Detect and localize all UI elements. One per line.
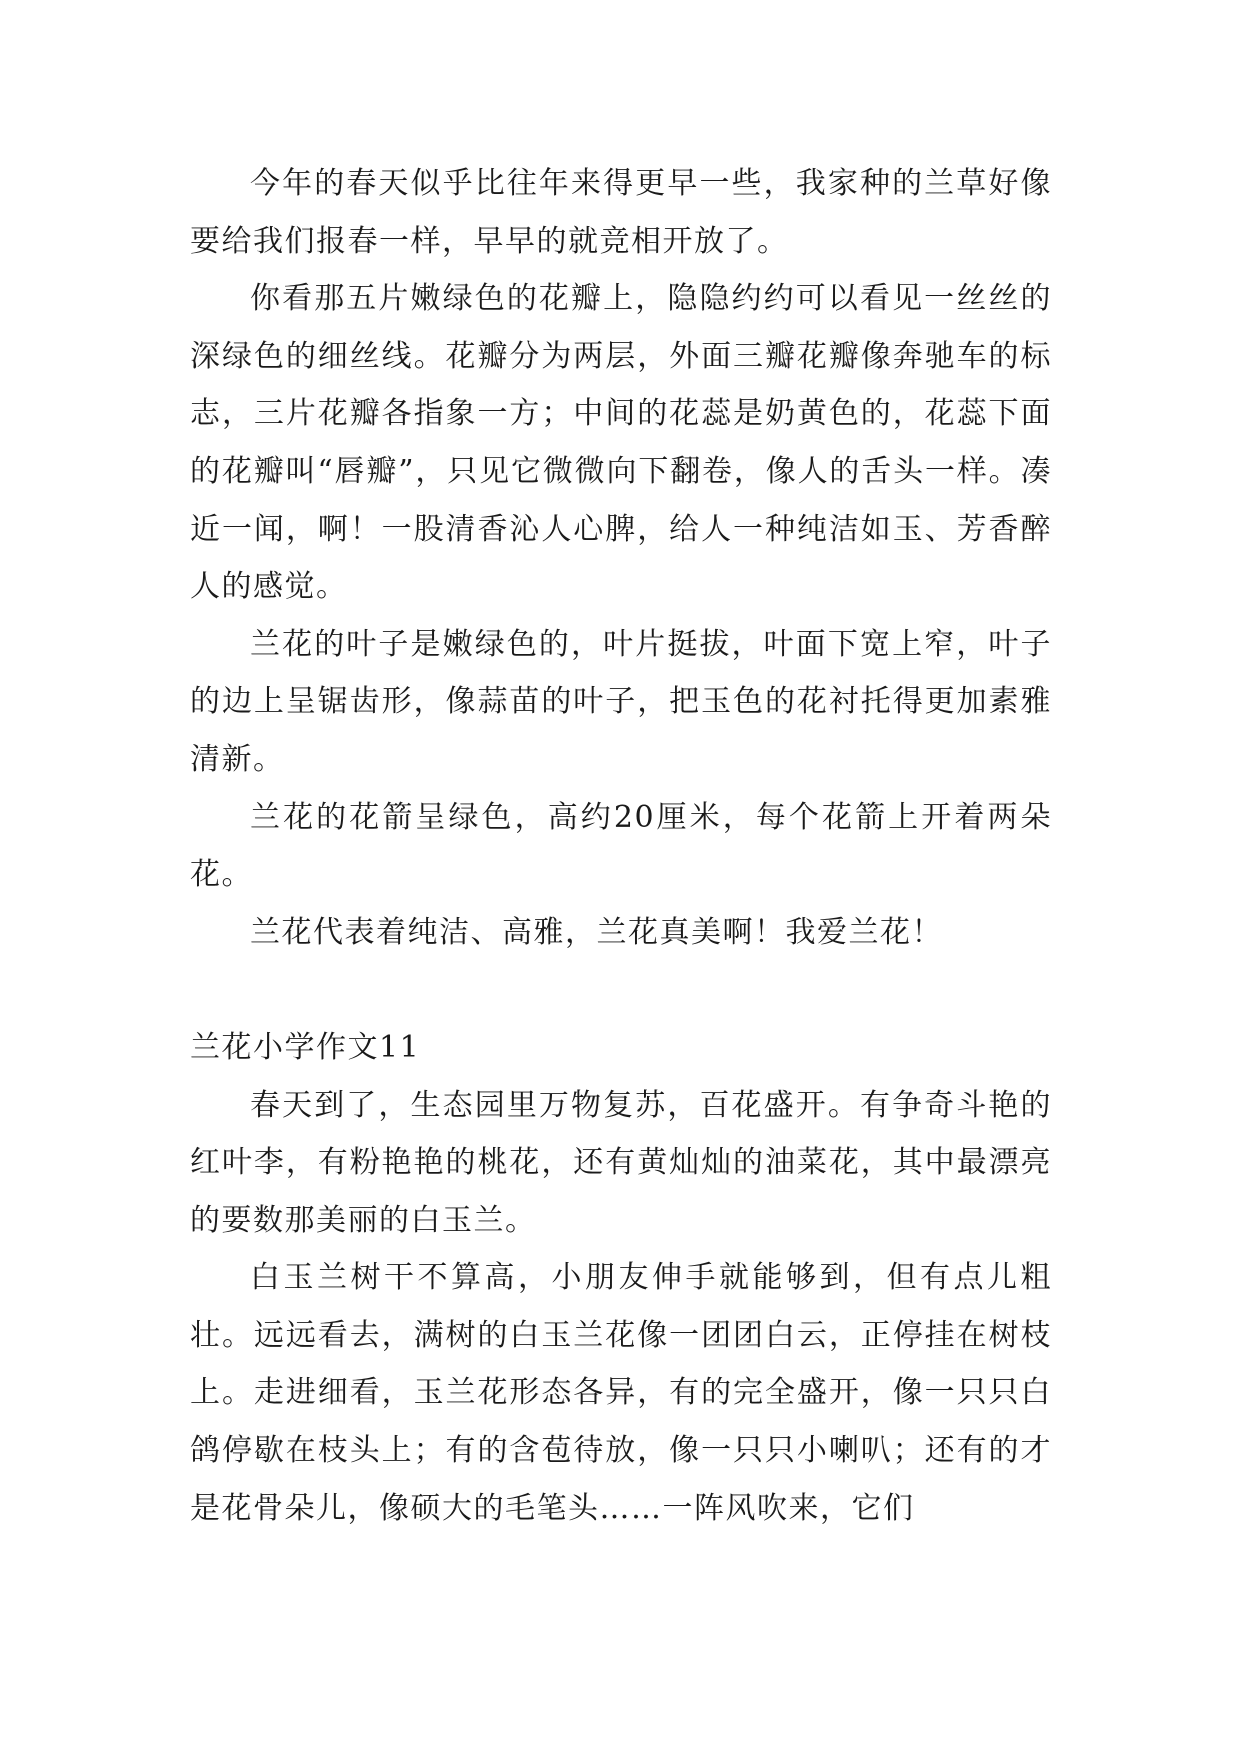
paragraph-conclusion: 兰花代表着纯洁、高雅，兰花真美啊！我爱兰花！ [250, 914, 943, 950]
paragraph-spring-orchid: 今年的春天似乎比往年来得更早一些，我家种的兰草好像要给我们报春一样，早早的就竞相开放了。 [190, 166, 1052, 259]
paragraph-petals: 你看那五片嫩绿色的花瓣上，隐隐约约可以看见一丝丝的深绿色的细丝线。花瓣分为两层，外面三瓣花瓣像奔驰车的标志，三片花瓣各指象一方；中间的花蕊是奶黄色的，花蕊下面的花瓣叫“唇瓣”，只见它微微向下翻卷，像人的舌头一样。凑近一闻，啊！一股清香沁人心脾，给人一种纯洁如玉、芳香醉人的感觉。 [190, 281, 1052, 605]
document-page [190, 155, 1052, 1537]
paragraph-leaves: 兰花的叶子是嫩绿色的，叶片挺拔，叶面下宽上窄，叶子的边上呈锯齿形，像蒜苗的叶子，把玉色的花衬托得更加素雅清新。 [190, 626, 1052, 777]
paragraph-spring-arrives: 春天到了，生态园里万物复苏，百花盛开。有争奇斗艳的红叶李，有粉艳艳的桃花，还有黄灿灿的油菜花，其中最漂亮的要数那美丽的白玉兰。 [190, 1087, 1052, 1238]
section-spacer [190, 961, 1052, 1019]
paragraph-flower-stalk: 兰花的花箭呈绿色，高约20厘米，每个花箭上开着两朵花。 [190, 799, 1052, 893]
essay-title: 兰花小学作文11 [190, 1029, 421, 1065]
paragraph-magnolia-tree: 白玉兰树干不算高，小朋友伸手就能够到，但有点儿粗壮。远远看去，满树的白玉兰花像一团团白云，正停挂在树枝上。走进细看，玉兰花形态各异，有的完全盛开，像一只只白鸽停歇在枝头上；有的含苞待放，像一只只小喇叭；还有的才是花骨朵儿，像硕大的毛笔头……一阵风吹来，它们 [190, 1260, 1052, 1526]
